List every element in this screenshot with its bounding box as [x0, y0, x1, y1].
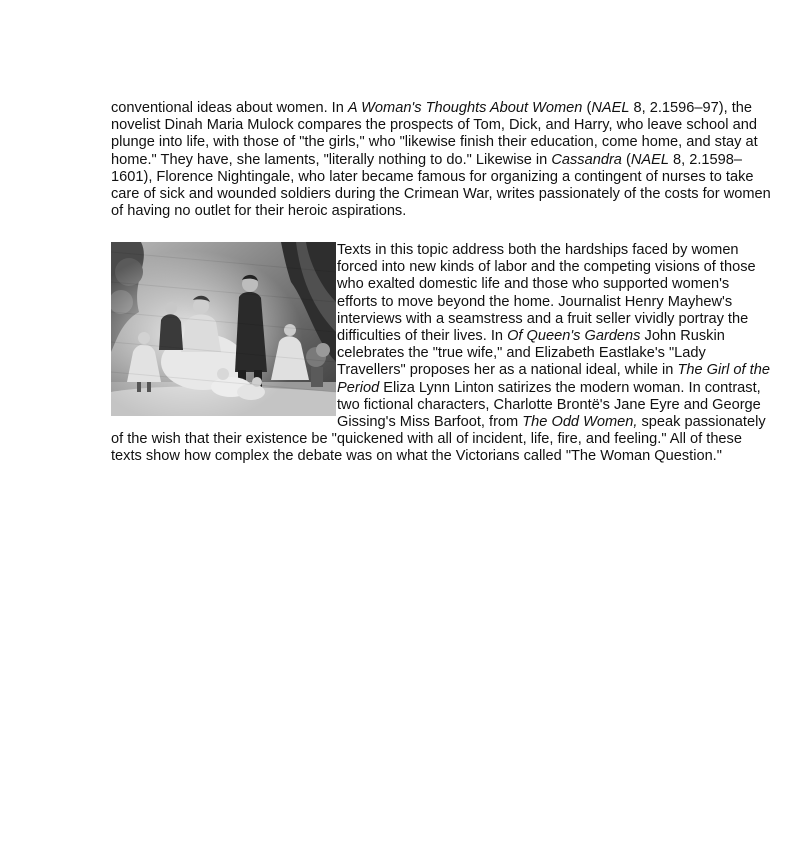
- text-run: speak passionately of the wish that their existence be "quickened with all of incident, life, fire, and feeling." All of these texts show how complex the debate was on what the Victorians called "The Woman Question.": [111, 414, 766, 465]
- text-run: John Ruskin celebrates the "true wife," and Elizabeth Eastlake's "Lady Travellers" proposes her as a national ideal, while in: [337, 328, 725, 379]
- text-run: Texts in this topic address both the hardships faced by women forced into new kinds of labor and the competing visions of those who exalted domestic life and those who supported women's efforts to move beyond the home. Journalist Henry Mayhew's interviews with a seamstress and a fruit seller vividly portray the difficulties of their lives. In: [337, 242, 756, 345]
- text-run: Eliza Lynn Linton satirizes the modern woman. In contrast, two fictional characters, Charlotte Brontë's Jane Eyre and George Gissing's Miss Barfoot, from: [337, 379, 761, 431]
- title-nael: NAEL: [630, 151, 669, 168]
- text-run: 8, 2.1598–1601), Florence Nightingale, who later became famous for organizing a contingent of nurses to take care of sick and wounded soldiers during the Crimean War, writes passionately of the costs for women of having no outlet for their heroic aspirations.: [111, 151, 771, 220]
- title-the-odd-women: The Odd Women,: [522, 414, 638, 431]
- victorian-family-portrait-image: [111, 242, 336, 416]
- family-portrait-icon: [111, 242, 336, 416]
- title-of-queens-gardens: Of Queen's Gardens: [507, 328, 641, 345]
- title-nael: NAEL: [591, 100, 630, 116]
- text-run: (: [582, 100, 592, 116]
- title-girl-of-the-period: The Girl of the Period: [337, 362, 770, 396]
- title-cassandra: Cassandra: [551, 151, 622, 168]
- paragraph-topic-texts: [111, 242, 771, 466]
- title-a-womans-thoughts: A Woman's Thoughts About Women: [347, 100, 583, 116]
- text-run: (: [621, 151, 631, 168]
- text-run: 8, 2.1596–97), the novelist Dinah Maria Mulock compares the prospects of Tom, Dick, and Harry, who leave school and plunge into life, with those of "the girls," who "likewise finish their education, come home, and stay at home." They have, she laments, "literally nothing to do." Likewise in: [111, 100, 758, 168]
- text-run: conventional ideas about women. In: [111, 100, 348, 116]
- paragraph-womens-prospects: [111, 100, 771, 220]
